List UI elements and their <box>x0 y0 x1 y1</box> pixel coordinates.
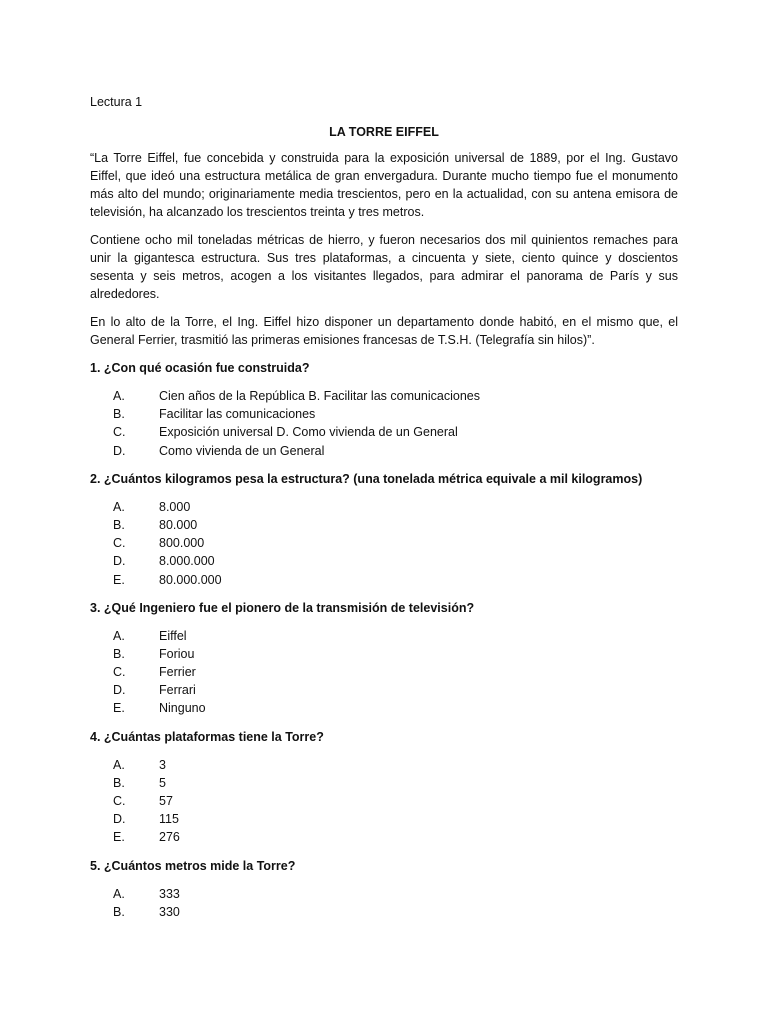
option-text: Cien años de la República B. Facilitar las comunicaciones <box>159 389 480 403</box>
option-item <box>90 442 678 460</box>
option-item <box>90 810 678 828</box>
option-letter: B. <box>113 904 125 919</box>
option-text: 57 <box>159 794 173 808</box>
option-item <box>90 387 678 405</box>
option-letter: E. <box>113 701 125 716</box>
option-letter: C. <box>113 536 126 551</box>
question-2: 2. ¿Cuántos kilogramos pesa la estructura? (una tonelada métrica equivale a mil kilogramos) <box>90 471 643 486</box>
option-text: 5 <box>159 775 166 790</box>
option-text: 276 <box>159 830 180 845</box>
option-item <box>90 516 678 534</box>
option-text: Ninguno <box>159 701 206 716</box>
option-text: Foriou <box>159 646 195 661</box>
option-text: 3 <box>159 757 166 772</box>
option-letter: C. <box>113 665 126 680</box>
option-item <box>90 774 678 792</box>
option-text: Como vivienda de un General <box>159 443 325 458</box>
option-item <box>90 903 678 921</box>
option-text: Facilitar las comunicaciones <box>159 407 316 422</box>
option-item <box>90 792 678 810</box>
question-1: 1. ¿Con qué ocasión fue construida? <box>90 361 310 375</box>
lectura-label: Lectura 1 <box>90 95 143 109</box>
option-letter: B. <box>113 775 125 790</box>
paragraph-3: En lo alto de la Torre, el Ing. Eiffel hizo disponer un departamento donde habitó, en el mismo que, el General Ferrier, trasmitió las primeras emisiones francesas de T.S.H. (Telegrafía sin hilos)”. <box>90 315 678 347</box>
question-1-options <box>90 387 678 460</box>
paragraph-2: Contiene ocho mil toneladas métricas de hierro, y fueron necesarios dos mil quinientos remaches para unir la gigantesca estructura. Sus tres plataformas, a cincuenta y siete, ciento quince y doscientos sesenta y seis metros, acogen a los visitantes llegados, para admirar el panorama de París y sus alrededores. <box>90 233 678 301</box>
option-text: 800.000 <box>159 536 205 551</box>
option-item <box>90 627 678 645</box>
option-letter: B. <box>113 646 125 661</box>
option-letter: D. <box>113 683 126 698</box>
option-item <box>90 663 678 681</box>
option-item <box>90 552 678 570</box>
option-item <box>90 534 678 552</box>
document-page <box>90 93 678 931</box>
paragraph-1: “La Torre Eiffel, fue concebida y construida para la exposición universal de 1889, por el Ing. Gustavo Eiffel, que ideó una estructura metálica de gran envergadura. Durante mucho tiempo fue el monumento más alto del mundo; originariamente media trescientos, pero en la actualidad, con su antena emisora de televisión, ha alcanzado los trescientos treinta y tres metros. <box>90 151 678 219</box>
option-text: 115 <box>159 812 179 827</box>
option-item <box>90 756 678 774</box>
page-title: LA TORRE EIFFEL <box>329 125 439 139</box>
option-text: Ferrari <box>159 683 196 698</box>
option-text: 80.000 <box>159 517 198 532</box>
option-text: 80.000.000 <box>159 572 222 587</box>
question-3: 3. ¿Qué Ingeniero fue el pionero de la transmisión de televisión? <box>90 600 475 615</box>
option-letter: D. <box>113 812 126 827</box>
option-item <box>90 699 678 717</box>
option-letter: C. <box>113 425 126 440</box>
option-item <box>90 681 678 699</box>
option-item <box>90 828 678 846</box>
question-5-options <box>90 885 678 921</box>
question-2-options <box>90 498 678 589</box>
option-item <box>90 645 678 663</box>
option-item <box>90 885 678 903</box>
option-item <box>90 423 678 441</box>
option-letter: A. <box>113 757 125 772</box>
option-letter: D. <box>113 554 126 569</box>
question-5: 5. ¿Cuántos metros mide la Torre? <box>90 858 296 873</box>
option-item <box>90 571 678 589</box>
question-4-options <box>90 756 678 847</box>
option-letter: A. <box>113 628 125 643</box>
option-text: 8.000 <box>159 499 191 514</box>
question-4: 4. ¿Cuántas plataformas tiene la Torre? <box>90 729 324 744</box>
option-item <box>90 498 678 516</box>
option-letter: B. <box>113 517 125 532</box>
option-item <box>90 405 678 423</box>
option-letter: A. <box>113 886 125 901</box>
option-text: Exposición universal D. Como vivienda de un General <box>159 425 458 440</box>
option-letter: E. <box>113 572 125 587</box>
option-text: 8.000.000 <box>159 554 215 569</box>
question-3-options <box>90 627 678 718</box>
option-letter: C. <box>113 794 126 808</box>
option-letter: E. <box>113 830 125 845</box>
option-letter: B. <box>113 407 125 422</box>
option-letter: A. <box>113 499 125 514</box>
option-text: 330 <box>159 904 180 919</box>
option-letter: D. <box>113 443 126 458</box>
option-text: Ferrier <box>159 665 196 680</box>
option-letter: A. <box>113 389 125 403</box>
option-text: Eiffel <box>159 628 187 643</box>
option-text: 333 <box>159 886 180 901</box>
